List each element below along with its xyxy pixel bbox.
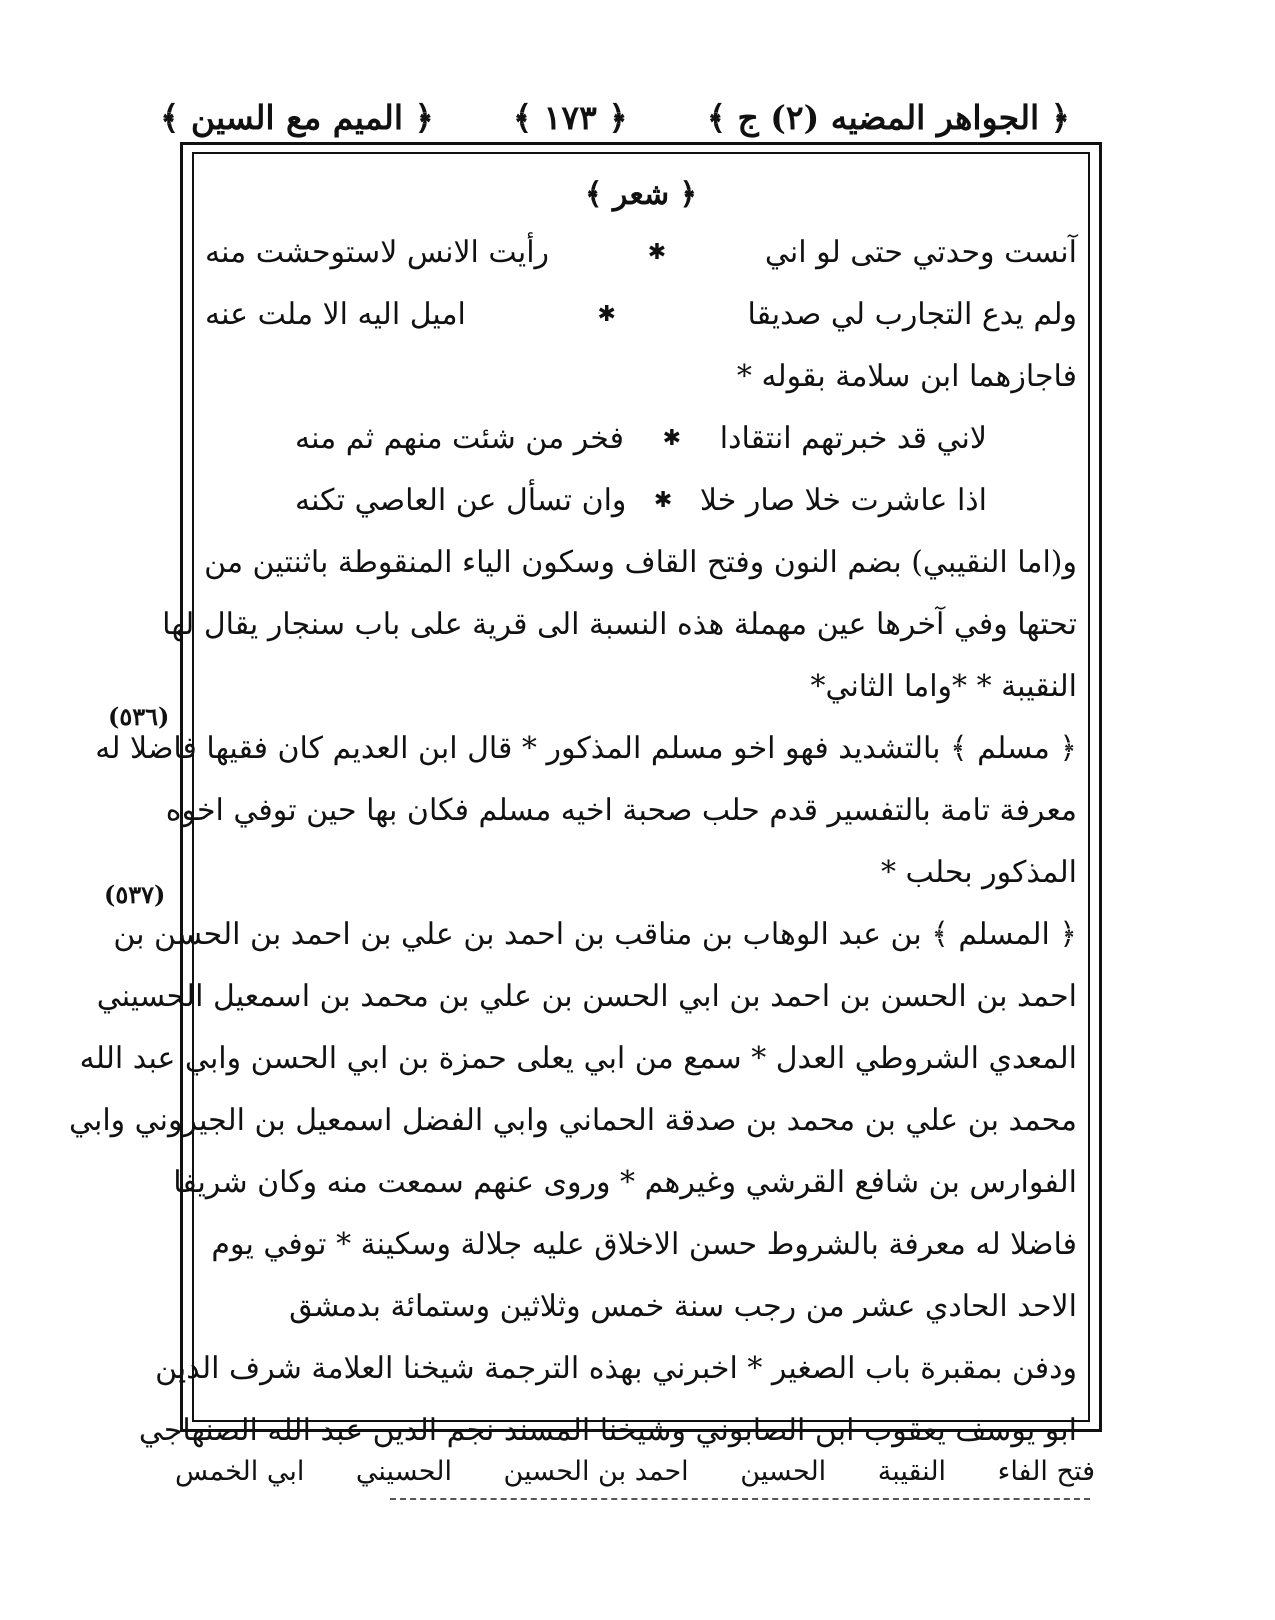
verse-line <box>205 408 1077 470</box>
entry-number-537: (٥٣٧) <box>104 880 166 909</box>
verse-line <box>205 470 1077 532</box>
section-title: ﴿ شعر ﴾ <box>584 177 698 212</box>
verse-separator-icon: ✱ <box>647 240 667 265</box>
footnote-line <box>175 1450 1095 1494</box>
footnote-item: ابي الخمس <box>175 1456 305 1487</box>
footnote-item: الحسين <box>740 1456 827 1487</box>
verse-hemistich: اذا عاشرت خلا صار خلا <box>699 483 987 518</box>
running-header <box>160 92 1070 142</box>
entry-537-line: ابو يوسف يعقوب ابن الصابوني وشيخنا المسند نجم الدين عبد الله الصنهاجي <box>138 1413 1077 1448</box>
entry-number-536: (٥٣٦) <box>108 702 170 731</box>
header-right: ﴿ الميم مع السين ﴾ <box>160 97 434 137</box>
footnote-divider <box>390 1498 1090 1500</box>
paragraph-line: و(اما النقيبي) بضم النون وفتح القاف وسكون الياء المنقوطة باثنتين من <box>204 545 1077 580</box>
paragraph-line: النقيبة * *واما الثاني* <box>810 669 1077 704</box>
verse-hemistich: لاني قد خبرتهم انتقادا <box>719 421 987 456</box>
entry-537-line: الفوارس بن شافع القرشي وغيرهم * وروى عنهم سمعت منه وكان شريفا <box>173 1165 1077 1200</box>
verse-separator-icon: ✱ <box>662 426 682 451</box>
entry-537-line: فاضلا له معرفة بالشروط حسن الاخلاق عليه جلالة وسكينة * توفي يوم <box>211 1227 1077 1262</box>
verse-line <box>205 284 1077 346</box>
footnote-item: الحسيني <box>355 1456 452 1487</box>
verse-hemistich: ولم يدع التجارب لي صديقا <box>747 297 1077 332</box>
header-left: ﴿ الجواهر المضيه (٢) ج ﴾ <box>706 97 1070 137</box>
entry-537-line: المعدي الشروطي العدل * سمع من ابي يعلى حمزة بن ابي الحسن وابي عبد الله <box>79 1041 1077 1076</box>
entry-536-line: ﴿ مسلم ﴾ بالتشديد فهو اخو مسلم المذكور * قال ابن العديم كان فقيها فاضلا له <box>95 731 1077 766</box>
transition-line: فاجازهما ابن سلامة بقوله * <box>736 359 1077 394</box>
entry-536-line: المذكور بحلب * <box>880 855 1077 890</box>
entry-537-line: الاحد الحادي عشر من رجب سنة خمس وثلاثين وستمائة بدمشق <box>289 1289 1077 1324</box>
footnote-item: النقيبة <box>877 1456 947 1487</box>
header-page-number: ﴿ ١٧٣ ﴾ <box>512 97 628 137</box>
verse-hemistich: رأيت الانس لاستوحشت منه <box>205 235 550 270</box>
verse-hemistich: اميل اليه الا ملت عنه <box>205 297 466 332</box>
paragraph-line: تحتها وفي آخرها عين مهملة هذه النسبة الى قرية على باب سنجار يقال لها <box>162 607 1077 642</box>
entry-537-line: ﴿ المسلم ﴾ بن عبد الوهاب بن مناقب بن احمد بن علي بن احمد بن الحسن بن <box>113 917 1077 952</box>
verse-separator-icon: ✱ <box>653 488 673 513</box>
verse-hemistich: فخر من شئت منهم ثم منه <box>295 421 624 456</box>
entry-537-line: احمد بن الحسن بن احمد بن ابي الحسن بن علي بن محمد بن اسمعيل الحسيني <box>96 979 1077 1014</box>
footnote-item: احمد بن الحسين <box>503 1456 689 1487</box>
entry-537-line: ودفن بمقبرة باب الصغير * اخبرني بهذه الترجمة شيخنا العلامة شرف الدين <box>155 1351 1077 1386</box>
footnote-item: فتح الفاء <box>997 1456 1095 1487</box>
verse-hemistich: وان تسأل عن العاصي تكنه <box>295 483 627 518</box>
verse-separator-icon: ✱ <box>597 302 616 327</box>
verse-line <box>205 222 1077 284</box>
entry-536-line: معرفة تامة بالتفسير قدم حلب صحبة اخيه مسلم فكان بها حين توفي اخوه <box>165 793 1077 828</box>
entry-537-line: محمد بن علي بن محمد بن صدقة الحماني وابي الفضل اسمعيل بن الجيروني وابي <box>68 1103 1077 1138</box>
verse-hemistich: آنست وحدتي حتى لو اني <box>764 235 1077 270</box>
